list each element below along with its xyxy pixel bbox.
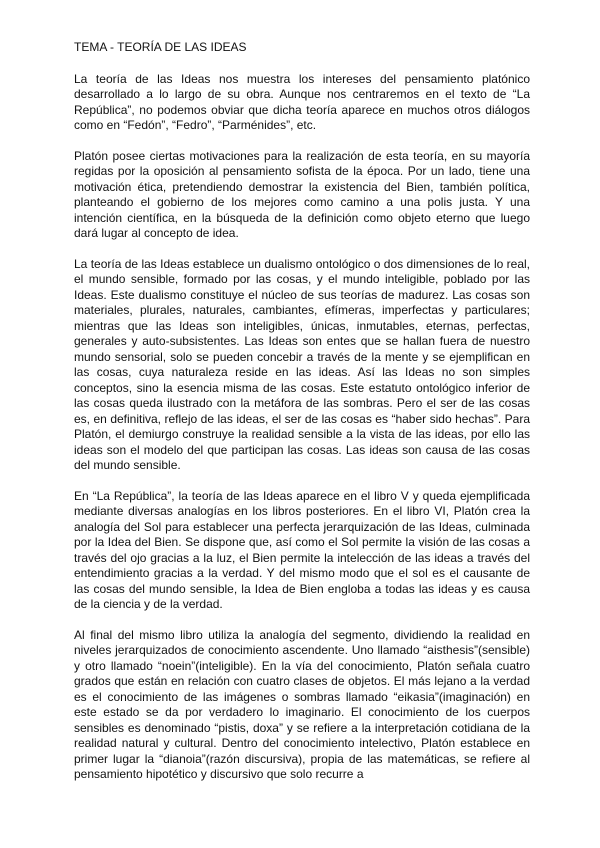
- paragraph-segment-analogy: Al final del mismo libro utiliza la analogía del segmento, dividiendo la realidad en niveles jerarquizados de conocimiento ascendente. Uno llamado “aisthesis”(sensible) y otro llamado “noein”(inteligible). En la vía del conocimiento, Platón señala cuatro grados que están en relación con cuatro clases de objetos. El más lejano a la verdad es el conocimiento de las imágenes o sombras llamado “eikasia”(imaginación) en este estado se da por verdadero lo imaginario. El conocimiento de los cuerpos sensibles es denominado “pistis, doxa” y se refiere a la interpretación cotidiana de la realidad natural y cultural. Dentro del conocimiento intelectivo, Platón establece en primer lugar la “dianoia”(razón discursiva), propia de las matemáticas, se refiere al pensamiento hipotético y discursivo que solo recurre a: [74, 627, 530, 781]
- paragraph-intro: La teoría de las Ideas nos muestra los intereses del pensamiento platónico desarrollado a lo largo de su obra. Aunque nos centraremos en el texto de “La República”, no podemos obviar que dicha teoría aparece en muchos otros diálogos como en “Fedón”, “Fedro”, “Parménides”, etc.: [74, 71, 530, 132]
- document-title: TEMA - TEORÍA DE LAS IDEAS: [74, 40, 247, 54]
- paragraph-sun-analogy: En “La República”, la teoría de las Ideas aparece en el libro V y queda ejemplificada mediante diversas analogías en los libros posteriores. En el libro VI, Platón crea la analogía del Sol para establecer una perfecta jerarquización de las Ideas, culminada por la Idea del Bien. Se dispone que, así como el Sol permite la visión de las cosas a través del ojo gracias a la luz, el Bien permite la intelección de las ideas a través del entendimiento gracias a la verdad. Y del mismo modo que el sol es el causante de las cosas del mundo sensible, la Idea de Bien engloba a todas las ideas y es causa de la ciencia y de la verdad.: [74, 488, 530, 611]
- paragraph-motivations: Platón posee ciertas motivaciones para la realización de esta teoría, en su mayoría regidas por la oposición al pensamiento sofista de la época. Por un lado, tiene una motivación ética, pretendiendo demostrar la existencia del Bien, también política, planteando el gobierno de los mejores como camino a una polis justa. Y una intención científica, en la búsqueda de la definición como objeto eterno que luego dará lugar al concepto de idea.: [74, 148, 530, 240]
- document-body: [74, 40, 530, 798]
- paragraph-dualism: La teoría de las Ideas establece un dualismo ontológico o dos dimensiones de lo real, el mundo sensible, formado por las cosas, y el mundo inteligible, poblado por las Ideas. Este dualismo constituye el núcleo de sus teorías de madurez. Las cosas son materiales, plurales, naturales, cambiantes, efímeras, imperfectas y particulares; mientras que las Ideas son inteligibles, únicas, inmutables, eternas, perfectas, generales y auto-subsistentes. Las Ideas son entes que se hallan fuera de nuestro mundo sensorial, solo se pueden concebir a través de la mente y se ejemplifican en las cosas, cuya naturaleza reside en las ideas. Así las Ideas no son simples conceptos, sino la esencia misma de las cosas. Este estatuto ontológico inferior de las cosas queda ilustrado con la metáfora de las sombras. Pero el ser de las cosas es, en definitiva, reflejo de las ideas, el ser de las cosas es “haber sido hechas”. Para Platón, el demiurgo construye la realidad sensible a la vista de las ideas, por ello las ideas son el modelo del que participan las cosas. Las ideas son causa de las cosas del mundo sensible.: [74, 256, 530, 472]
